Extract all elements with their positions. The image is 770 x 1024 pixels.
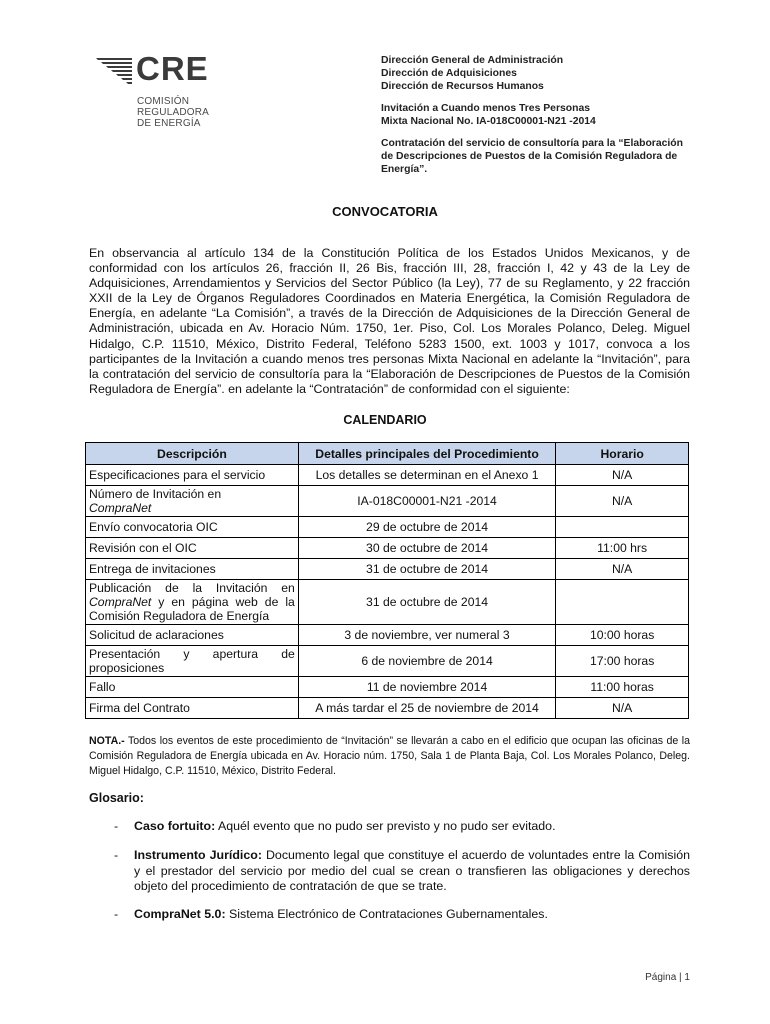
header-line: Mixta Nacional No. IA-018C00001-N21 -2014 — [381, 116, 596, 127]
row-time: 10:00 horas — [556, 625, 689, 646]
row-description: Envío convocatoria OIC — [86, 517, 299, 538]
compranet-emphasis: CompraNet — [89, 595, 152, 609]
row-description: Revisión con el OIC — [86, 538, 299, 559]
table-row — [86, 559, 689, 580]
glossary-item: - Caso fortuito: Aquél evento que no pudo ser previsto y no pudo ser evitado. — [114, 819, 556, 833]
header-line: Dirección General de Administración — [381, 55, 564, 66]
cre-stripes-icon — [96, 58, 134, 90]
glossary-definition: Aquél evento que no pudo ser previsto y no pudo ser evitado. — [215, 819, 556, 833]
glossary-term: Caso fortuito: — [134, 819, 216, 833]
header-line: de Descripciones de Puestos de la Comisión Reguladora de — [381, 151, 678, 162]
glossary-item: - Instrumento Jurídico: Documento legal que constituye el acuerdo de voluntades entre la Comisión y el prestador del servicio por medio del cual se crean o transfieren las obligaciones y derechos objeto del procedimiento de contratación de que se trate. — [114, 848, 690, 893]
compranet-emphasis: CompraNet — [89, 501, 152, 515]
table-row — [86, 486, 689, 517]
row-time: N/A — [556, 486, 689, 517]
column-header: Descripción — [86, 443, 299, 465]
logo-line: REGULADORA — [137, 107, 210, 118]
page-title: CONVOCATORIA — [332, 204, 438, 219]
note-text: Todos los eventos de este procedimiento de “Invitación” se llevarán a cabo en el edificio que ocupan las oficinas de la Comisión Reguladora de Energía ubicada en Av. Horacio núm. 1750, Sala 1 de Planta Baja, Col. Los Morales Polanco, Deleg. Miguel Hidalgo, C.P. 11510, México, Distrito Federal. — [89, 735, 690, 777]
logo-subtitle — [137, 96, 209, 129]
calendar-table — [85, 442, 689, 719]
row-time: N/A — [556, 559, 689, 580]
column-header: Horario — [556, 443, 689, 465]
row-detail: A más tardar el 25 de noviembre de 2014 — [298, 698, 555, 719]
row-detail: 31 de octubre de 2014 — [298, 580, 555, 625]
table-row — [86, 517, 689, 538]
header-line: Dirección de Recursos Humanos — [381, 81, 544, 92]
row-detail: IA-018C00001-N21 -2014 — [298, 486, 555, 517]
table-row — [86, 698, 689, 719]
row-detail: 29 de octubre de 2014 — [298, 517, 555, 538]
glossary-definition: Sistema Electrónico de Contrataciones Gubernamentales. — [225, 907, 548, 921]
row-time: 17:00 horas — [556, 646, 689, 677]
row-detail: Los detalles se determinan en el Anexo 1 — [298, 465, 555, 486]
row-detail: 31 de octubre de 2014 — [298, 559, 555, 580]
row-description — [86, 580, 299, 625]
header-line: Dirección de Adquisiciones — [381, 68, 517, 79]
column-header: Detalles principales del Procedimiento — [298, 443, 555, 465]
calendar-title: CALENDARIO — [343, 413, 427, 427]
row-time: N/A — [556, 698, 689, 719]
glossary-term: CompraNet 5.0: — [134, 907, 226, 921]
table-row — [86, 580, 689, 625]
row-description: Fallo — [86, 677, 299, 698]
glossary-title: Glosario: — [89, 791, 144, 805]
row-description — [86, 486, 299, 517]
row-detail: 30 de octubre de 2014 — [298, 538, 555, 559]
row-detail: 11 de noviembre 2014 — [298, 677, 555, 698]
table-row — [86, 677, 689, 698]
row-time: 11:00 hrs — [556, 538, 689, 559]
header-line: Invitación a Cuando menos Tres Personas — [381, 103, 591, 114]
logo-line: DE ENERGÍA — [137, 118, 201, 129]
note-paragraph — [89, 734, 690, 779]
table-row — [86, 625, 689, 646]
glossary-term: Instrumento Jurídico: — [134, 848, 262, 862]
row-description: Especificaciones para el servicio — [86, 465, 299, 486]
glossary-item: - CompraNet 5.0: Sistema Electrónico de Contrataciones Gubernamentales. — [114, 907, 548, 921]
logo-acronym: CRE — [136, 50, 209, 87]
row-description-text: y en página web de la Comisión Reguladora de Energía — [89, 595, 295, 623]
table-row — [86, 465, 689, 486]
note-label: NOTA.- — [89, 735, 125, 747]
glossary-definition: Documento legal que constituye el acuerdo de voluntades entre la Comisión y el prestador del servicio por medio del cual se crean o transfieren las obligaciones y derechos objeto del procedimiento de contratación de que se trate. — [134, 848, 690, 893]
row-detail: 6 de noviembre de 2014 — [298, 646, 555, 677]
row-time — [556, 580, 689, 625]
row-time: 11:00 horas — [556, 677, 689, 698]
intro-paragraph: En observancia al artículo 134 de la Constitución Política de los Estados Unidos Mexicanos, y de conformidad con los artículos 26, fracción II, 26 Bis, fracción III, 28, fracción I, 42 y 43 de la Ley de Adquisiciones, Arrendamientos y Servicios del Sector Público (la Ley), 77 de su Reglamento, y 22 fracción XXII de la Ley de Órganos Reguladores Coordinados en Materia Energética, la Comisión Reguladora de Energía, en adelante “La Comisión”, a través de la Dirección de Adquisiciones de la Dirección General de Administración, ubicada en Av. Horacio Núm. 1750, 1er. Piso, Col. Los Morales Polanco, Deleg. Miguel Hidalgo, C.P. 11510, México, Distrito Federal, Teléfono 5283 1500, ext. 1003 y 1017, convoca a los participantes de la Invitación a cuando menos tres personas Mixta Nacional en adelante la “Invitación”, para la contratación del servicio de consultoría para la “Elaboración de Descripciones de Puestos de la Comisión Reguladora de Energía”. en adelante la “Contratación” de conformidad con el siguiente: — [89, 246, 690, 396]
row-description: Presentación y apertura de proposiciones — [86, 646, 299, 677]
row-time: N/A — [556, 465, 689, 486]
row-description: Entrega de invitaciones — [86, 559, 299, 580]
page-number: Página | 1 — [645, 972, 690, 983]
row-description-text: Número de Invitación en — [89, 487, 222, 501]
row-detail: 3 de noviembre, ver numeral 3 — [298, 625, 555, 646]
logo-line: COMISIÓN — [137, 96, 190, 107]
document-header — [381, 54, 691, 176]
table-row — [86, 646, 689, 677]
cre-logo — [96, 50, 226, 132]
header-line: Energía”. — [381, 164, 428, 175]
row-time — [556, 517, 689, 538]
table-header-row — [86, 443, 689, 465]
header-line: Contratación del servicio de consultoría para la “Elaboración — [381, 138, 683, 149]
table-row — [86, 538, 689, 559]
row-description: Firma del Contrato — [86, 698, 299, 719]
row-description: Solicitud de aclaraciones — [86, 625, 299, 646]
row-description-text: Publicación de la Invitación en — [89, 581, 295, 595]
